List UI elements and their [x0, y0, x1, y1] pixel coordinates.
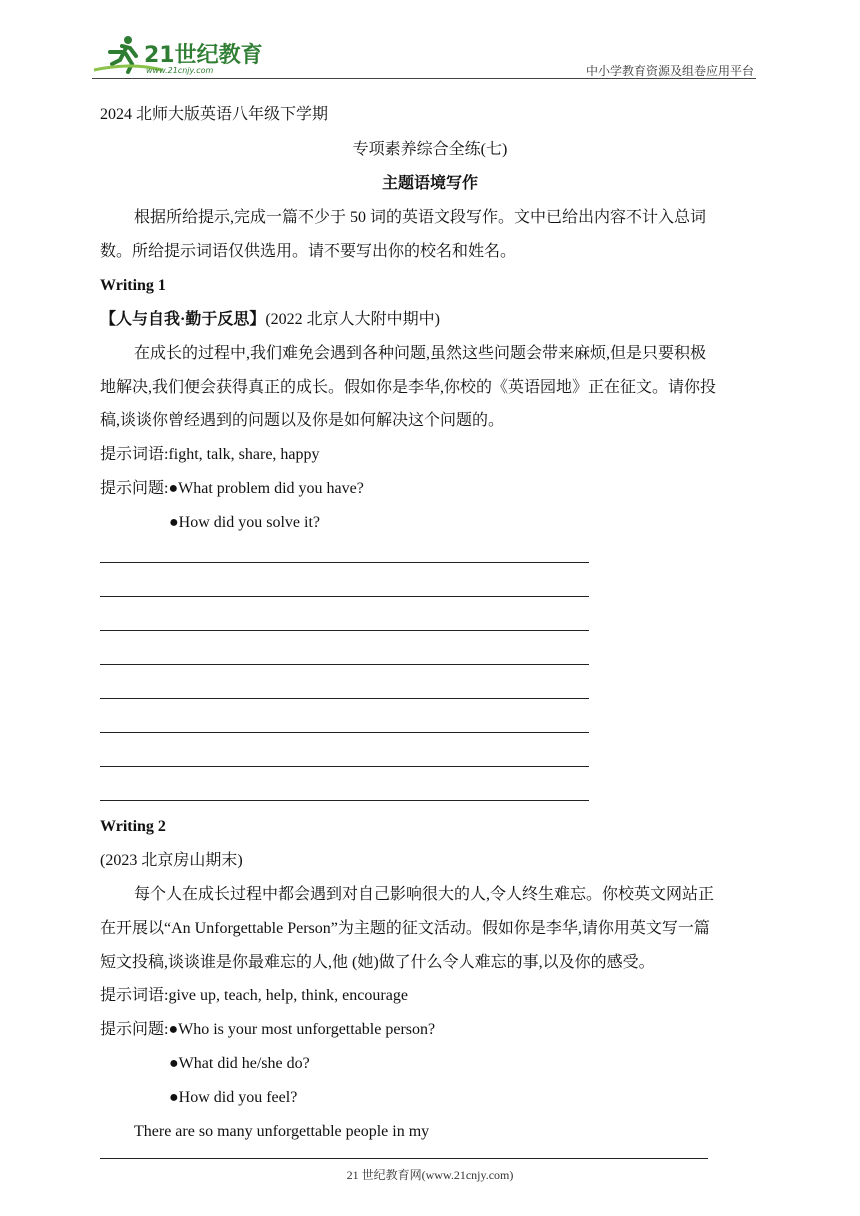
answer-line[interactable] [100, 766, 589, 767]
writing2-starter: There are so many unforgettable people in my [134, 1123, 430, 1140]
writing1-q-label: 提示问题: [100, 480, 169, 497]
writing1-source: (2022 北京人大附中期中) [265, 311, 441, 328]
answer-line[interactable] [100, 664, 589, 665]
writing2-q1: ●Who is your most unforgettable person? [168, 1021, 436, 1038]
platform-label: 中小学教育资源及组卷应用平台 [585, 64, 754, 78]
answer-line[interactable] [100, 562, 589, 563]
writing1-question-1 [100, 478, 364, 500]
logo-text: 21世纪教育 [144, 43, 262, 68]
page-subtitle: 主题语境写作 [381, 175, 478, 192]
footer-text: 21 世纪教育网(www.21cnjy.com) [346, 1168, 514, 1182]
writing1-tagline [100, 309, 440, 331]
writing2-question-2: ●What did he/she do? [169, 1055, 310, 1072]
logo-url: www.21cnjy.com [146, 66, 214, 75]
writing1-question-2: ●How did you solve it? [169, 514, 320, 531]
instructions-line-2: 数。所给提示词语仅供选用。请不要写出你的校名和姓名。 [100, 243, 517, 260]
answer-line[interactable] [100, 732, 589, 733]
instructions-line-1: 根据所给提示,完成一篇不少于 50 词的英语文段写作。文中已给出内容不计入总词 [134, 209, 707, 226]
writing1-body-3: 稿,谈谈你曾经遇到的问题以及你是如何解决这个问题的。 [100, 412, 505, 429]
writing2-question-3: ●How did you feel? [169, 1089, 298, 1106]
writing2-question-1 [100, 1019, 435, 1041]
site-logo [92, 30, 262, 80]
writing2-body-1: 每个人在成长过程中都会遇到对自己影响很大的人,令人终生难忘。你校英文网站正 [134, 886, 715, 903]
footer-divider [100, 1158, 708, 1159]
writing2-body-3: 短文投稿,谈谈谁是你最难忘的人,他 (她)做了什么令人难忘的事,以及你的感受。 [100, 954, 655, 971]
writing1-q1: ●What problem did you have? [168, 480, 364, 497]
answer-line[interactable] [100, 630, 589, 631]
writing1-tag: 【人与自我·勤于反思】 [100, 311, 266, 328]
answer-line[interactable] [100, 596, 589, 597]
writing1-body-2: 地解决,我们便会获得真正的成长。假如你是李华,你校的《英语园地》正在征文。请你投 [100, 379, 717, 396]
writing2-body-2: 在开展以“An Unforgettable Person”为主题的征文活动。假如你是李华,请你用英文写一篇 [100, 920, 710, 937]
writing1-body-1: 在成长的过程中,我们难免会遇到各种问题,虽然这些问题会带来麻烦,但是只要积极 [134, 345, 707, 362]
answer-line[interactable] [100, 800, 589, 801]
writing2-heading: Writing 2 [100, 818, 166, 835]
writing1-words: 提示词语:fight, talk, share, happy [100, 446, 320, 463]
writing2-q-label: 提示问题: [100, 1021, 169, 1038]
writing1-heading: Writing 1 [100, 277, 166, 294]
writing2-words: 提示词语:give up, teach, help, think, encourage [100, 987, 408, 1004]
writing2-source: (2023 北京房山期末) [100, 852, 243, 869]
header-divider [92, 78, 756, 79]
page-title: 专项素养综合全练(七) [352, 141, 508, 158]
answer-line[interactable] [100, 698, 589, 699]
series-title: 2024 北师大版英语八年级下学期 [100, 106, 329, 123]
